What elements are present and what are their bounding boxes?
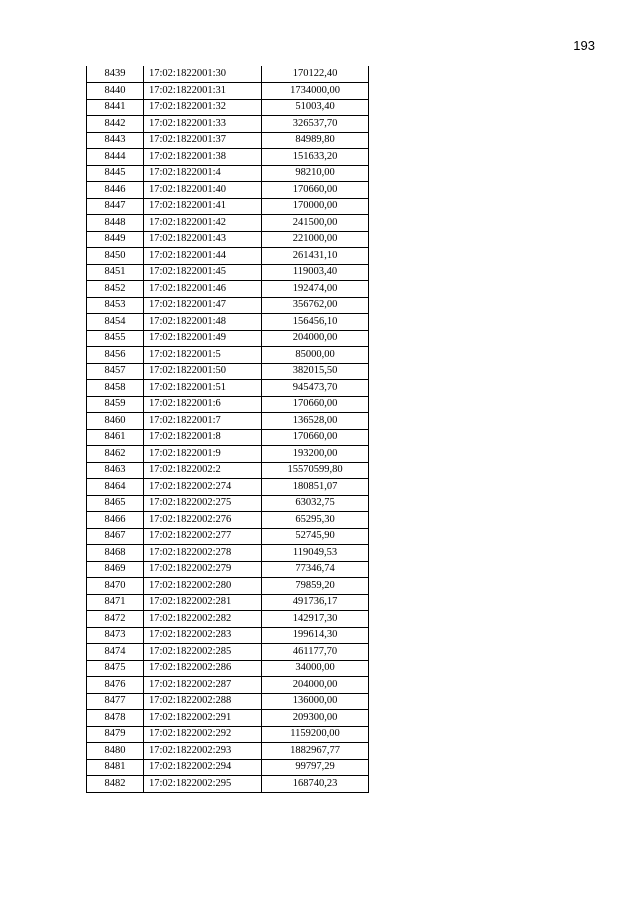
table-row — [87, 627, 369, 644]
table-row — [87, 677, 369, 694]
value-cell: 151633,20 — [262, 149, 369, 166]
row-number-cell: 8473 — [87, 627, 144, 644]
cadastral-number-cell: 17:02:1822002:285 — [144, 644, 262, 661]
cadastral-number-cell: 17:02:1822002:288 — [144, 693, 262, 710]
cadastral-number-cell: 17:02:1822001:46 — [144, 281, 262, 298]
value-cell: 461177,70 — [262, 644, 369, 661]
cadastral-number-cell: 17:02:1822002:278 — [144, 545, 262, 562]
value-cell: 168740,23 — [262, 776, 369, 793]
cadastral-number-cell: 17:02:1822002:293 — [144, 743, 262, 760]
row-number-cell: 8452 — [87, 281, 144, 298]
table-row — [87, 314, 369, 331]
table-row — [87, 660, 369, 677]
row-number-cell: 8447 — [87, 198, 144, 215]
cadastral-number-cell: 17:02:1822001:38 — [144, 149, 262, 166]
row-number-cell: 8475 — [87, 660, 144, 677]
table-row — [87, 710, 369, 727]
cadastral-number-cell: 17:02:1822002:294 — [144, 759, 262, 776]
value-cell: 356762,00 — [262, 297, 369, 314]
table-row — [87, 561, 369, 578]
table-row — [87, 578, 369, 595]
row-number-cell: 8466 — [87, 512, 144, 529]
row-number-cell: 8467 — [87, 528, 144, 545]
value-cell: 119049,53 — [262, 545, 369, 562]
cadastral-number-cell: 17:02:1822001:33 — [144, 116, 262, 133]
row-number-cell: 8482 — [87, 776, 144, 793]
table-row — [87, 446, 369, 463]
cadastral-number-cell: 17:02:1822001:7 — [144, 413, 262, 430]
cadastral-number-cell: 17:02:1822002:282 — [144, 611, 262, 628]
table-row — [87, 297, 369, 314]
cadastral-number-cell: 17:02:1822001:9 — [144, 446, 262, 463]
value-cell: 1882967,77 — [262, 743, 369, 760]
table-row — [87, 413, 369, 430]
value-cell: 1159200,00 — [262, 726, 369, 743]
cadastral-number-cell: 17:02:1822001:41 — [144, 198, 262, 215]
row-number-cell: 8456 — [87, 347, 144, 364]
row-number-cell: 8481 — [87, 759, 144, 776]
cadastral-number-cell: 17:02:1822001:42 — [144, 215, 262, 232]
cadastral-number-cell: 17:02:1822002:2 — [144, 462, 262, 479]
cadastral-number-cell: 17:02:1822001:43 — [144, 231, 262, 248]
value-cell: 85000,00 — [262, 347, 369, 364]
value-cell: 136000,00 — [262, 693, 369, 710]
value-cell: 51003,40 — [262, 99, 369, 116]
value-cell: 180851,07 — [262, 479, 369, 496]
row-number-cell: 8470 — [87, 578, 144, 595]
row-number-cell: 8449 — [87, 231, 144, 248]
cadastral-number-cell: 17:02:1822001:31 — [144, 83, 262, 100]
value-cell: 192474,00 — [262, 281, 369, 298]
row-number-cell: 8479 — [87, 726, 144, 743]
table-row — [87, 611, 369, 628]
value-cell: 34000,00 — [262, 660, 369, 677]
value-cell: 119003,40 — [262, 264, 369, 281]
value-cell: 15570599,80 — [262, 462, 369, 479]
row-number-cell: 8461 — [87, 429, 144, 446]
cadastral-number-cell: 17:02:1822001:44 — [144, 248, 262, 265]
value-cell: 170660,00 — [262, 396, 369, 413]
cadastral-number-cell: 17:02:1822002:280 — [144, 578, 262, 595]
table-row — [87, 776, 369, 793]
value-cell: 170660,00 — [262, 429, 369, 446]
value-cell: 98210,00 — [262, 165, 369, 182]
row-number-cell: 8463 — [87, 462, 144, 479]
table-row — [87, 512, 369, 529]
cadastral-number-cell: 17:02:1822001:32 — [144, 99, 262, 116]
cadastral-number-cell: 17:02:1822001:49 — [144, 330, 262, 347]
row-number-cell: 8444 — [87, 149, 144, 166]
table-row — [87, 495, 369, 512]
table-row — [87, 264, 369, 281]
table-row — [87, 182, 369, 199]
row-number-cell: 8446 — [87, 182, 144, 199]
value-cell: 204000,00 — [262, 330, 369, 347]
row-number-cell: 8469 — [87, 561, 144, 578]
value-cell: 65295,30 — [262, 512, 369, 529]
row-number-cell: 8477 — [87, 693, 144, 710]
cadastral-number-cell: 17:02:1822001:4 — [144, 165, 262, 182]
row-number-cell: 8474 — [87, 644, 144, 661]
table-row — [87, 165, 369, 182]
table-row — [87, 215, 369, 232]
table-row — [87, 726, 369, 743]
cadastral-number-cell: 17:02:1822002:277 — [144, 528, 262, 545]
cadastral-number-cell: 17:02:1822001:50 — [144, 363, 262, 380]
row-number-cell: 8455 — [87, 330, 144, 347]
value-cell: 193200,00 — [262, 446, 369, 463]
row-number-cell: 8459 — [87, 396, 144, 413]
row-number-cell: 8440 — [87, 83, 144, 100]
value-cell: 142917,30 — [262, 611, 369, 628]
value-cell: 170122,40 — [262, 66, 369, 83]
row-number-cell: 8478 — [87, 710, 144, 727]
table-row — [87, 248, 369, 265]
row-number-cell: 8476 — [87, 677, 144, 694]
cadastral-number-cell: 17:02:1822002:295 — [144, 776, 262, 793]
cadastral-number-cell: 17:02:1822001:45 — [144, 264, 262, 281]
row-number-cell: 8441 — [87, 99, 144, 116]
cadastral-number-cell: 17:02:1822001:48 — [144, 314, 262, 331]
row-number-cell: 8453 — [87, 297, 144, 314]
row-number-cell: 8462 — [87, 446, 144, 463]
cadastral-number-cell: 17:02:1822002:281 — [144, 594, 262, 611]
row-number-cell: 8457 — [87, 363, 144, 380]
value-cell: 84989,80 — [262, 132, 369, 149]
value-cell: 326537,70 — [262, 116, 369, 133]
value-cell: 77346,74 — [262, 561, 369, 578]
row-number-cell: 8468 — [87, 545, 144, 562]
value-cell: 1734000,00 — [262, 83, 369, 100]
value-cell: 52745,90 — [262, 528, 369, 545]
table-row — [87, 83, 369, 100]
row-number-cell: 8458 — [87, 380, 144, 397]
value-cell: 209300,00 — [262, 710, 369, 727]
row-number-cell: 8439 — [87, 66, 144, 83]
table-row — [87, 545, 369, 562]
table-row — [87, 743, 369, 760]
value-cell: 382015,50 — [262, 363, 369, 380]
value-cell: 170660,00 — [262, 182, 369, 199]
table-row — [87, 99, 369, 116]
row-number-cell: 8450 — [87, 248, 144, 265]
cadastral-number-cell: 17:02:1822002:276 — [144, 512, 262, 529]
cadastral-number-cell: 17:02:1822002:279 — [144, 561, 262, 578]
row-number-cell: 8465 — [87, 495, 144, 512]
row-number-cell: 8451 — [87, 264, 144, 281]
cadastral-number-cell: 17:02:1822001:8 — [144, 429, 262, 446]
cadastral-number-cell: 17:02:1822002:291 — [144, 710, 262, 727]
table-row — [87, 380, 369, 397]
value-cell: 156456,10 — [262, 314, 369, 331]
cadastral-value-table — [86, 66, 369, 793]
cadastral-number-cell: 17:02:1822001:40 — [144, 182, 262, 199]
cadastral-number-cell: 17:02:1822001:6 — [144, 396, 262, 413]
value-cell: 99797,29 — [262, 759, 369, 776]
value-cell: 199614,30 — [262, 627, 369, 644]
table-row — [87, 149, 369, 166]
row-number-cell: 8448 — [87, 215, 144, 232]
table-row — [87, 644, 369, 661]
value-cell: 79859,20 — [262, 578, 369, 595]
row-number-cell: 8454 — [87, 314, 144, 331]
value-cell: 241500,00 — [262, 215, 369, 232]
cadastral-number-cell: 17:02:1822001:47 — [144, 297, 262, 314]
value-cell: 170000,00 — [262, 198, 369, 215]
cadastral-number-cell: 17:02:1822001:30 — [144, 66, 262, 83]
row-number-cell: 8480 — [87, 743, 144, 760]
value-cell: 63032,75 — [262, 495, 369, 512]
cadastral-number-cell: 17:02:1822002:283 — [144, 627, 262, 644]
table-row — [87, 462, 369, 479]
row-number-cell: 8471 — [87, 594, 144, 611]
row-number-cell: 8442 — [87, 116, 144, 133]
table-row — [87, 479, 369, 496]
table-row — [87, 116, 369, 133]
cadastral-number-cell: 17:02:1822001:51 — [144, 380, 262, 397]
value-cell: 491736,17 — [262, 594, 369, 611]
table-row — [87, 363, 369, 380]
cadastral-number-cell: 17:02:1822002:292 — [144, 726, 262, 743]
table-row — [87, 347, 369, 364]
table-row — [87, 693, 369, 710]
table-row — [87, 231, 369, 248]
cadastral-number-cell: 17:02:1822002:286 — [144, 660, 262, 677]
row-number-cell: 8443 — [87, 132, 144, 149]
cadastral-number-cell: 17:02:1822002:287 — [144, 677, 262, 694]
cadastral-number-cell: 17:02:1822002:275 — [144, 495, 262, 512]
table-row — [87, 132, 369, 149]
value-cell: 221000,00 — [262, 231, 369, 248]
table-row — [87, 330, 369, 347]
value-cell: 945473,70 — [262, 380, 369, 397]
value-cell: 204000,00 — [262, 677, 369, 694]
table-row — [87, 429, 369, 446]
table-row — [87, 528, 369, 545]
row-number-cell: 8464 — [87, 479, 144, 496]
table-row — [87, 594, 369, 611]
cadastral-number-cell: 17:02:1822002:274 — [144, 479, 262, 496]
table-row — [87, 198, 369, 215]
row-number-cell: 8460 — [87, 413, 144, 430]
table-body — [87, 66, 369, 792]
table-row — [87, 759, 369, 776]
value-cell: 261431,10 — [262, 248, 369, 265]
page-number: 193 — [573, 38, 595, 53]
value-cell: 136528,00 — [262, 413, 369, 430]
cadastral-number-cell: 17:02:1822001:37 — [144, 132, 262, 149]
row-number-cell: 8445 — [87, 165, 144, 182]
table-row — [87, 281, 369, 298]
table-row — [87, 396, 369, 413]
table-row — [87, 66, 369, 83]
cadastral-number-cell: 17:02:1822001:5 — [144, 347, 262, 364]
row-number-cell: 8472 — [87, 611, 144, 628]
